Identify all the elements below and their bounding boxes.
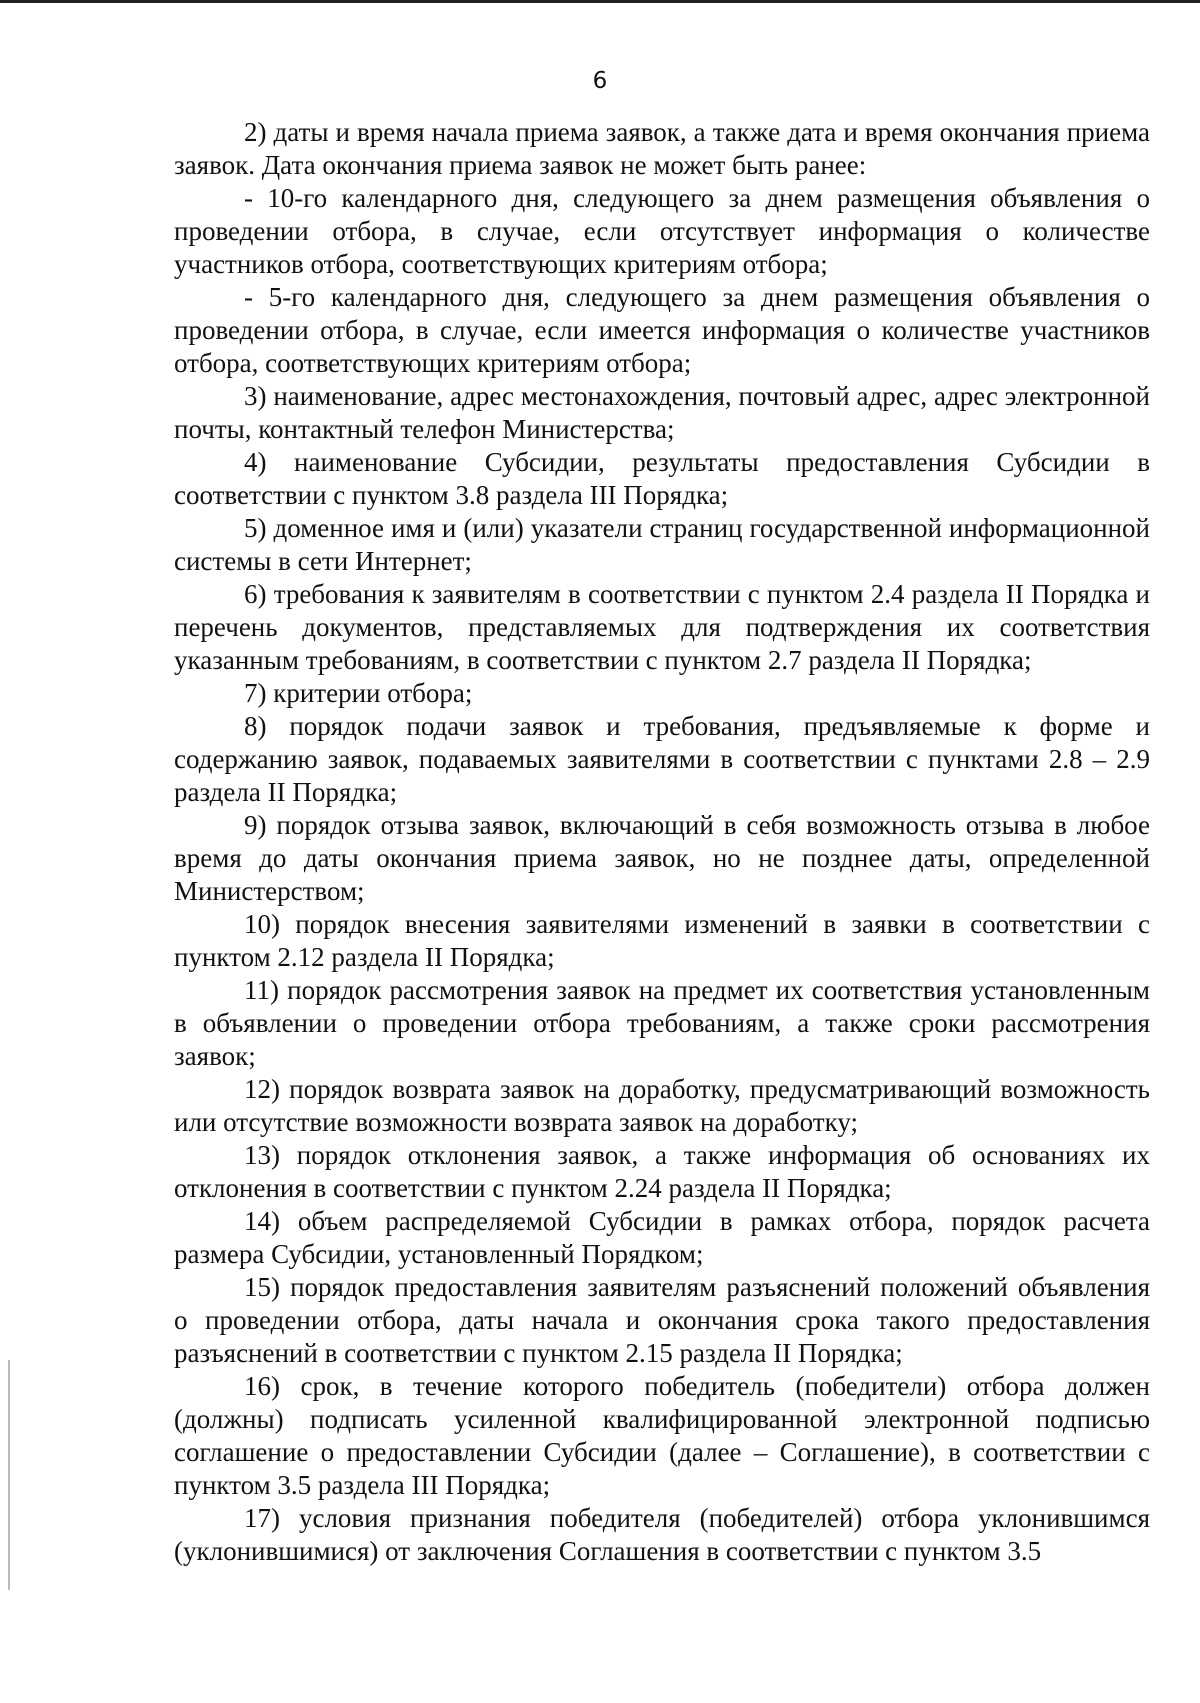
paragraph: - 10-го календарного дня, следующего за днем размещения объявления о проведении отбора, в случае, если отсутствует информация о количестве участников отбора, соответствующих критериям отбора; [174,183,1150,279]
paragraph: 4) наименование Субсидии, результаты предоставления Субсидии в соответствии с пунктом 3.8 раздела III Порядка; [174,447,1150,510]
page-number: 6 [592,68,608,94]
paragraph: 11) порядок рассмотрения заявок на предмет их соответствия установленным в объявлении о проведении отбора требованиям, а также сроки рассмотрения заявок; [174,975,1150,1071]
paragraph: 9) порядок отзыва заявок, включающий в себя возможность отзыва в любое время до даты окончания приема заявок, но не позднее даты, определенной Министерством; [174,810,1150,906]
paragraph: 3) наименование, адрес местонахождения, почтовый адрес, адрес электронной почты, контактный телефон Министерства; [174,381,1150,444]
paragraph: 16) срок, в течение которого победитель (победители) отбора должен (должны) подписать усиленной квалифицированной электронной подписью соглашение о предоставлении Субсидии (далее – Соглашение), в соответствии с пунктом 3.5 раздела III Порядка; [174,1371,1150,1500]
paragraph: 6) требования к заявителям в соответствии с пунктом 2.4 раздела II Порядка и перечень документов, представляемых для подтверждения их соответствия указанным требованиям, в соответствии с пунктом 2.7 раздела II Порядка; [174,579,1150,675]
paragraph: 8) порядок подачи заявок и требования, предъявляемые к форме и содержанию заявок, подаваемых заявителями в соответствии с пунктами 2.8 – 2.9 раздела II Порядка; [174,711,1150,807]
paragraph: 12) порядок возврата заявок на доработку, предусматривающий возможность или отсутствие возможности возврата заявок на доработку; [174,1074,1150,1137]
paragraph: 13) порядок отклонения заявок, а также информация об основаниях их отклонения в соответствии с пунктом 2.24 раздела II Порядка; [174,1140,1150,1203]
paragraph: - 5-го календарного дня, следующего за днем размещения объявления о проведении отбора, в случае, если имеется информация о количестве участников отбора, соответствующих критериям отбора; [174,282,1150,378]
paragraph: 15) порядок предоставления заявителям разъяснений положений объявления о проведении отбора, даты начала и окончания срока такого предоставления разъяснений в соответствии с пунктом 2.15 раздела II Порядка; [174,1272,1150,1368]
paragraph: 14) объем распределяемой Субсидии в рамках отбора, порядок расчета размера Субсидии, установленный Порядком; [174,1206,1150,1269]
paragraph: 17) условия признания победителя (победителей) отбора уклонившимся (уклонившимися) от заключения Соглашения в соответствии с пунктом 3.5 [174,1503,1150,1566]
scan-edge-mark [8,1360,10,1590]
paragraph: 5) доменное имя и (или) указатели страниц государственной информационной системы в сети Интернет; [174,513,1150,576]
paragraph: 7) критерии отбора; [244,678,473,708]
top-edge-line [0,0,1200,3]
paragraph: 10) порядок внесения заявителями изменений в заявки в соответствии с пунктом 2.12 раздела II Порядка; [174,909,1150,972]
document-body [174,116,1150,1568]
paragraph: 2) даты и время начала приема заявок, а также дата и время окончания приема заявок. Дата окончания приема заявок не может быть ранее: [174,117,1150,180]
